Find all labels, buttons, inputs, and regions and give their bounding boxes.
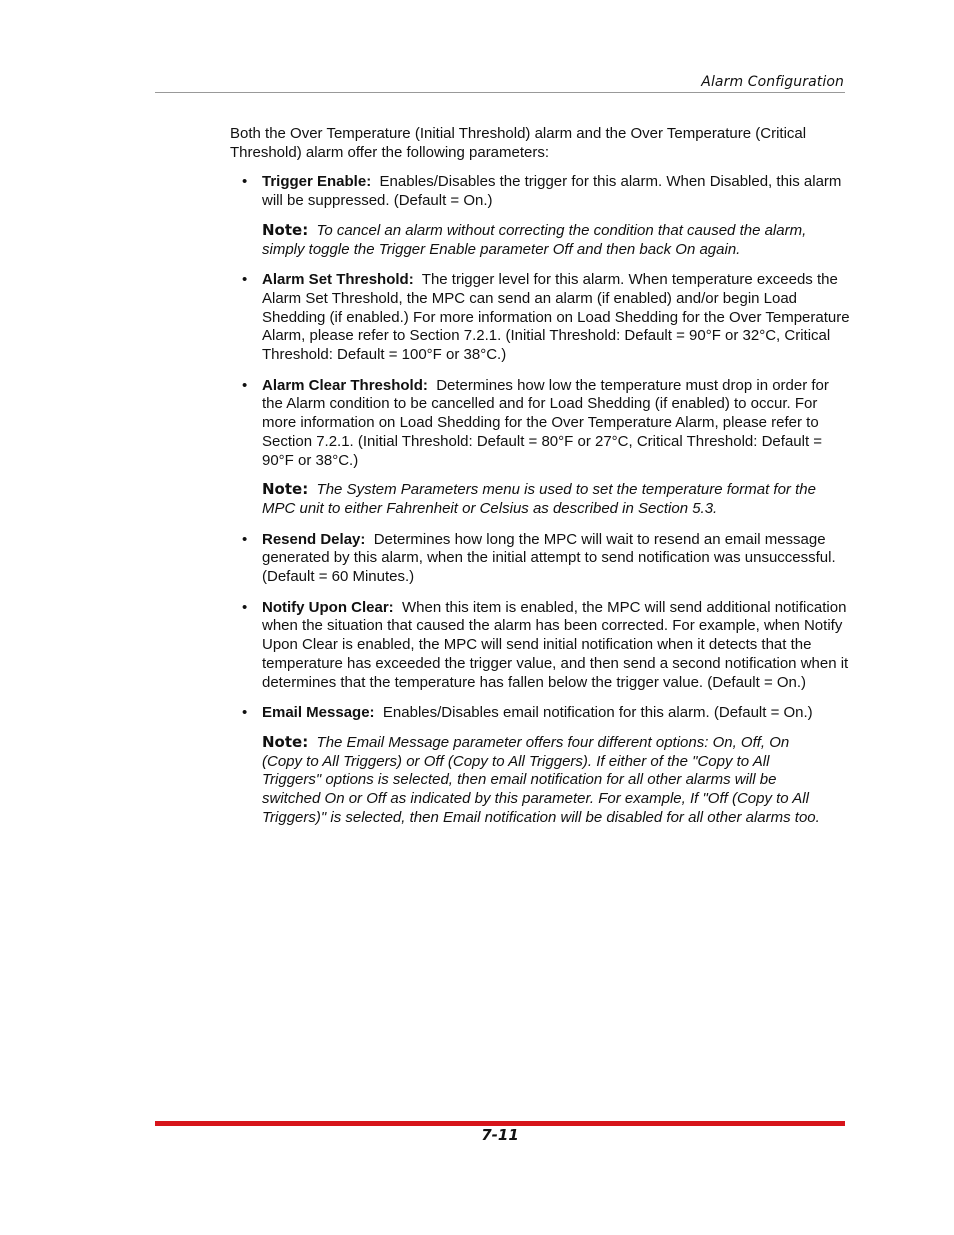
bullet-icon: •: [242, 530, 248, 548]
page-number: 7-11: [481, 1126, 519, 1144]
note-label: Note:: [262, 220, 309, 239]
item-term: Notify Upon Clear:: [262, 598, 394, 616]
item-term: Resend Delay:: [262, 530, 366, 548]
note-alarm-clear-threshold: [230, 480, 822, 518]
note-text: The System Parameters menu is used to set the temperature format for the MPC unit to either Fahrenheit or Celsius as described in Section 5.3.: [262, 481, 816, 517]
note-label: Note:: [262, 480, 309, 499]
list-item-trigger-enable: [230, 173, 850, 210]
item-term: Email Message:: [262, 704, 375, 722]
list-item-email-message: [230, 704, 850, 723]
note-email-message: [230, 733, 822, 828]
note-trigger-enable: [230, 221, 822, 259]
note-text: To cancel an alarm without correcting the condition that caused the alarm, simply toggle the Trigger Enable parameter Off and then back On again.: [262, 221, 807, 258]
list-item-alarm-clear-threshold: [230, 377, 850, 471]
item-description: When this item is enabled, the MPC will send additional notification when the situation that caused the alarm has been corrected. For example, when Notify Upon Clear is enabled, the MPC will send initial notification when it detects that the temperature has exceeded the trigger value, and then send a second notification when it determines that the temperature has fallen below the trigger value. (Default = On.): [262, 598, 849, 691]
item-description: Determines how long the MPC will wait to resend an email message generated by this alarm, when the initial attempt to send notification was unsuccessful. (Default = 60 Minutes.): [262, 530, 836, 586]
intro-paragraph: Both the Over Temperature (Initial Threshold) alarm and the Over Temperature (Critical Threshold) alarm offer the following parameters:: [230, 125, 807, 161]
item-term: Trigger Enable:: [262, 173, 372, 191]
item-description: The trigger level for this alarm. When temperature exceeds the Alarm Set Threshold, the MPC can send an alarm (if enabled) and/or begin Load Shedding (if enabled.) For more information on Load Shedding for the Over Temperature Alarm, please refer to Section 7.2.1. (Initial Threshold: Default = 90°F or 32°C, Critical Threshold: Default = 100°F or 38°C.): [262, 271, 850, 364]
item-term: Alarm Set Threshold:: [262, 271, 414, 289]
item-term: Alarm Clear Threshold:: [262, 376, 428, 394]
list-item-alarm-set-threshold: [230, 271, 850, 365]
page-body: [230, 125, 850, 840]
note-text: The Email Message parameter offers four different options: On, Off, On (Copy to All Triggers) or Off (Copy to All Triggers). If either of the "Copy to All Triggers" options is selected, then email notification for all other alarms will be switched On or Off as indicated by this parameter. For example, If "Off (Copy to All Triggers)" is selected, then Email notification will be disabled for all other alarms too.: [262, 733, 820, 826]
header-divider: [155, 92, 845, 93]
bullet-icon: •: [242, 271, 248, 289]
bullet-icon: •: [242, 704, 248, 722]
list-item-notify-upon-clear: [230, 599, 850, 693]
item-description: Determines how low the temperature must drop in order for the Alarm condition to be cancelled and for Load Shedding (if enabled) to occur. For more information on Load Shedding for the Over Temperature Alarm, please refer to Section 7.2.1. (Initial Threshold: Default = 80°F or 27°C, Critical Threshold: Default = 90°F or 38°C.): [262, 376, 829, 469]
bullet-icon: •: [242, 173, 248, 191]
item-description: Enables/Disables email notification for this alarm. (Default = On.): [382, 704, 813, 722]
note-label: Note:: [262, 732, 309, 751]
bullet-icon: •: [242, 376, 248, 394]
bullet-icon: •: [242, 598, 248, 616]
item-description: Enables/Disables the trigger for this alarm. When Disabled, this alarm will be suppressed. (Default = On.): [262, 173, 842, 210]
running-header: Alarm Configuration: [701, 74, 844, 90]
list-item-resend-delay: [230, 531, 850, 587]
